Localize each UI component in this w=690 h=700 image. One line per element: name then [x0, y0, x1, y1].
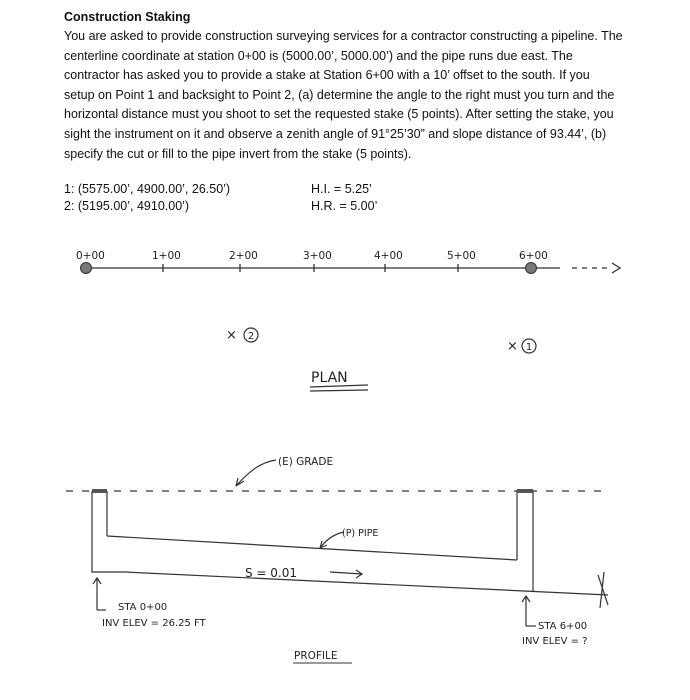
problem-line-3: contractor has asked you to provide a stake at Station 6+00 with a 10’ offset to the south. If you — [64, 68, 590, 83]
station-label: 1+00 — [152, 250, 181, 262]
point-1-number: 1 — [525, 342, 533, 353]
start-invert-arrow — [93, 578, 101, 610]
point-1-coordinates: 1: (5575.00’, 4900.00’, 26.50’) — [64, 182, 231, 196]
pipe-label: (P) PIPE — [342, 528, 379, 539]
station-label: 0+00 — [76, 250, 105, 262]
station-label: 4+00 — [374, 250, 403, 262]
manhole-left-outer — [92, 491, 125, 572]
pipe-top — [107, 536, 517, 560]
profile-label: PROFILE — [294, 650, 338, 662]
start-invert-label: INV ELEV = 26.25 FT — [102, 618, 206, 629]
station-labels — [76, 250, 548, 262]
plan-underline-2 — [310, 390, 368, 391]
start-station-label: STA 0+00 — [118, 602, 168, 613]
manhole-right-cover — [517, 489, 533, 493]
manhole-left-cover — [92, 489, 107, 493]
break-line — [598, 572, 608, 608]
station-label: 3+00 — [303, 250, 332, 262]
point-2-coordinates: 2: (5195.00’, 4910.00’) — [64, 199, 190, 213]
problem-line-4: setup on Point 1 and backsight to Point 2, (a) determine the angle to the right must you turn and the — [64, 87, 615, 102]
problem-line-6: sight the instrument on it and observe a zenith angle of 91°25’30” and slope distance of 93.44’, (b) — [64, 126, 607, 141]
grade-label: (E) GRADE — [278, 456, 334, 468]
end-invert-label: INV ELEV = ? — [522, 636, 588, 647]
problem-line-7: specify the cut or fill to the pipe invert from the stake (5 points). — [64, 146, 412, 161]
profile-labels — [102, 456, 588, 662]
slope-arrow — [330, 572, 362, 574]
problem-line-2: centerline coordinate at station 0+00 is (5000.00’, 5000.00’) and the pipe runs due east. The — [64, 48, 573, 63]
manhole-right — [517, 491, 533, 592]
station-label: 6+00 — [519, 250, 548, 262]
pipe-bottom — [125, 572, 608, 595]
instrument-height: H.I. = 5.25’ — [311, 182, 372, 196]
plan-label: PLAN — [311, 370, 348, 386]
end-station-label: STA 6+00 — [538, 621, 588, 632]
problem-line-1: You are asked to provide construction surveying services for a contractor constructing a pipeline. The — [64, 29, 623, 43]
station-label: 2+00 — [229, 250, 258, 262]
end-invert-arrow — [522, 596, 530, 626]
plan-view — [86, 263, 620, 273]
station-0-monument — [81, 263, 92, 274]
pipe-leader — [320, 532, 344, 548]
direction-arrow — [612, 263, 620, 273]
problem-line-5: horizontal distance must you shoot to set the requested stake (5 points). After setting the stake, you — [64, 107, 614, 122]
station-label: 5+00 — [447, 250, 476, 262]
point-1-x-mark: × — [507, 339, 518, 354]
slope-label: S = 0.01 — [245, 566, 298, 580]
point-2-x-mark: × — [226, 328, 237, 343]
station-6-monument — [526, 263, 537, 274]
problem-title: Construction Staking — [64, 10, 191, 24]
point-2-number: 2 — [247, 331, 255, 342]
reflector-height: H.R. = 5.00’ — [311, 199, 378, 213]
